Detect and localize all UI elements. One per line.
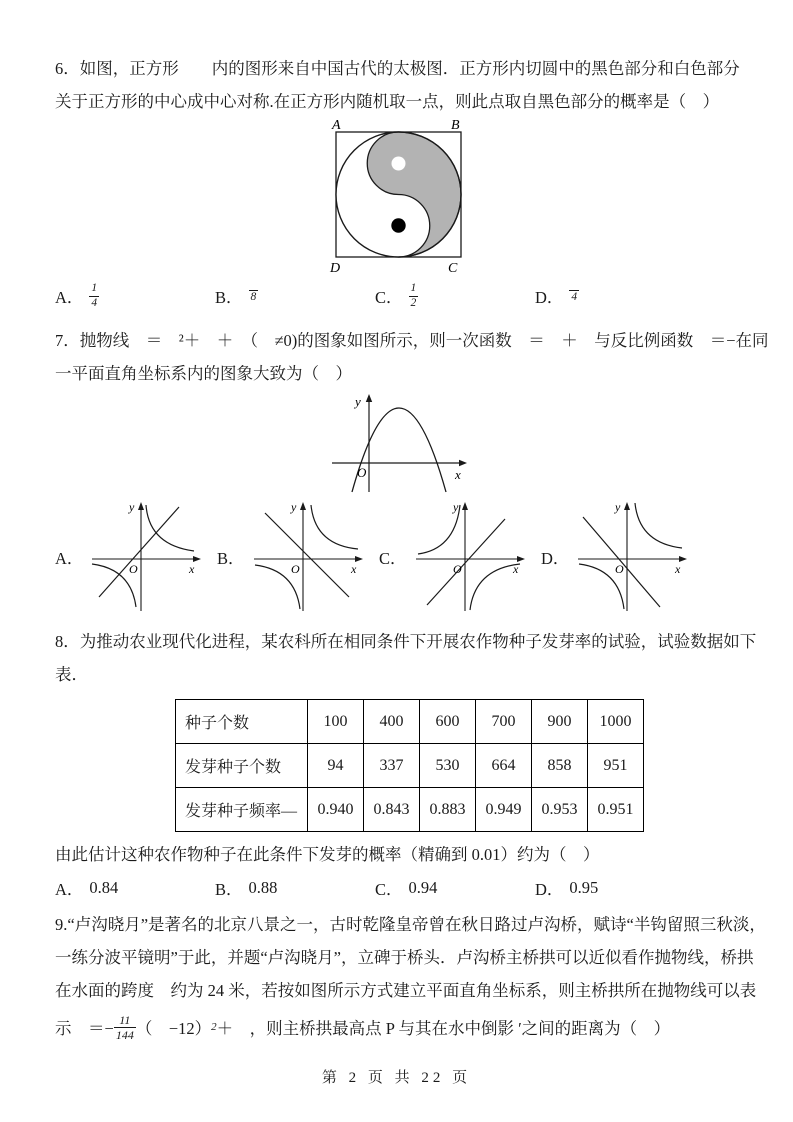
q8-option-b — [215, 876, 375, 900]
q7-figure-wrap — [55, 390, 743, 495]
corner-label-c: C — [448, 261, 458, 274]
table-cell: 530 — [420, 744, 476, 788]
q8-option-a — [55, 876, 215, 900]
hyperbola-q1-branch — [311, 505, 358, 549]
q8-option-a-letter: A． — [55, 879, 84, 899]
q9-formula-pre: 示 ＝− — [55, 1019, 114, 1038]
q9-line-2: 一练分波平镜明”于此，并题“卢沟晓月”，立碑于桥头．卢沟桥主桥拱可以近似看作抛物线，桥拱 — [55, 948, 754, 967]
q9-line-3: 在水面的跨度 约为 24 米，若按如图所示方式建立平面直角坐标系，则主桥拱所在抛物线可以表 — [55, 981, 757, 1000]
graph-c — [413, 497, 529, 617]
row-label: 发芽种子频率— — [176, 788, 308, 832]
x-axis-arrow — [459, 460, 467, 466]
table-cell: 700 — [476, 700, 532, 744]
table-cell: 400 — [364, 700, 420, 744]
x-axis-label: x — [455, 467, 461, 482]
graph-d — [575, 497, 691, 617]
q8-option-b-letter: B． — [215, 879, 243, 899]
table-cell: 0.951 — [588, 788, 644, 832]
hyperbola-q1-branch — [146, 505, 194, 551]
q6-option-d-letter: D． — [535, 288, 564, 307]
q6-option-b-letter: B． — [215, 288, 243, 307]
q8-option-b-value: 0.88 — [248, 877, 278, 897]
q6-option-c-letter: C． — [375, 288, 403, 307]
fraction-denominator: 4 — [571, 290, 578, 303]
table-cell: 858 — [532, 744, 588, 788]
q9-formula-fraction — [114, 1014, 136, 1041]
table-cell: 0.843 — [364, 788, 420, 832]
table-cell: 900 — [532, 700, 588, 744]
corner-label-d: D — [330, 261, 341, 274]
corner-label-b: B — [451, 118, 460, 133]
q6-option-a-fraction — [89, 283, 99, 309]
q6-option-d-fraction — [569, 289, 579, 304]
origin-label: O — [452, 562, 462, 576]
q6-option-c — [375, 283, 535, 309]
q7-option-a-letter: A． — [55, 549, 84, 568]
corner-label-a: A — [332, 118, 341, 133]
q6-option-c-fraction — [409, 283, 419, 309]
seed-data-table — [175, 699, 644, 832]
q8-option-c-value: 0.94 — [408, 877, 438, 897]
table-cell: 94 — [308, 744, 364, 788]
q7-options — [55, 497, 743, 617]
q6-option-d — [535, 284, 695, 308]
table-row-germinated-count — [176, 744, 644, 788]
q9-formula-line — [55, 1007, 743, 1047]
row-label: 发芽种子个数 — [176, 744, 308, 788]
q9-line-1: 9.“卢沟晓月”是著名的北京八景之一，古时乾隆皇帝曾在秋日路过卢沟桥，赋诗“半钩留照三秋淡， — [55, 915, 766, 934]
fraction-denominator: 144 — [115, 1027, 134, 1042]
q8-line-1: 8．为推动农业现代化进程，某农科所在相同条件下开展农作物种子发芽率的试验，试验数据如下 — [55, 632, 757, 651]
table-cell: 1000 — [588, 700, 644, 744]
y-axis-label: y — [355, 394, 361, 409]
q8-option-d — [535, 876, 695, 900]
q8-option-c — [375, 876, 535, 900]
table-cell: 0.953 — [532, 788, 588, 832]
page-footer: 第 2 页 共 22 页 — [321, 1070, 472, 1086]
origin-label: O — [357, 465, 367, 480]
x-axis-label: x — [512, 562, 518, 576]
graph-b — [251, 497, 367, 617]
taiji-black-dot — [391, 218, 405, 232]
table-row-germination-frequency — [176, 788, 644, 832]
line-increasing — [99, 507, 179, 597]
fraction-denominator: 2 — [410, 296, 417, 309]
y-axis-label: y — [129, 500, 135, 514]
fraction-numerator: 1 — [91, 282, 98, 294]
q8-after-table — [55, 838, 743, 871]
q7-option-c — [379, 497, 541, 617]
q9-formula-exponent: 2 — [211, 1021, 217, 1033]
q8-option-a-value: 0.84 — [89, 877, 119, 897]
taiji-white-dot — [392, 157, 406, 171]
q6-option-a-letter: A． — [55, 288, 84, 307]
q6-option-a — [55, 283, 215, 309]
q7-option-d — [541, 497, 703, 617]
hyperbola-q1-branch — [635, 503, 682, 548]
row-label: 种子个数 — [176, 700, 308, 744]
q6-option-b-fraction — [249, 289, 259, 304]
parabola-figure — [324, 390, 474, 495]
y-axis-arrow — [366, 394, 372, 402]
q7-line-1: 7．抛物线 ＝ ²＋ ＋ （ ≠0)的图象如图所示，则一次函数 ＝ ＋ 与反比例函数 ＝−在同 — [55, 331, 769, 350]
q7-option-d-letter: D． — [541, 549, 570, 568]
y-axis-label: y — [615, 500, 621, 514]
table-cell: 951 — [588, 744, 644, 788]
q7-option-a — [55, 497, 217, 617]
y-axis-arrow — [300, 502, 306, 510]
table-cell: 0.883 — [420, 788, 476, 832]
q7-option-c-letter: C． — [379, 549, 407, 568]
q6-line-2: 关于正方形的中心成中心对称.在正方形内随机取一点，则此点取自黑色部分的概率是（ ） — [55, 92, 720, 111]
question-7-text — [55, 324, 769, 390]
table-cell: 0.940 — [308, 788, 364, 832]
q6-option-b — [215, 284, 375, 308]
y-axis-arrow — [462, 502, 468, 510]
y-axis-label: y — [452, 500, 458, 514]
y-axis-arrow — [624, 502, 630, 510]
fraction-numerator: 1 — [410, 282, 417, 294]
x-axis-label: x — [189, 562, 195, 576]
q9-formula-post: ＋ ，则主桥拱最高点 P 与其在水中倒影 ′之间的距离为（ ） — [216, 1019, 671, 1038]
taiji-square-figure — [299, 118, 499, 274]
table-cell: 100 — [308, 700, 364, 744]
q7-option-b-letter: B． — [217, 549, 245, 568]
q7-option-b — [217, 497, 379, 617]
q6-figure-wrap — [55, 118, 743, 274]
x-axis-label: x — [350, 562, 356, 576]
question-9-text — [55, 908, 766, 1007]
q8-option-d-letter: D． — [535, 879, 564, 899]
q8-line-2: 表． — [55, 665, 88, 684]
q7-line-2: 一平面直角坐标系内的图象大致为（ ） — [55, 364, 352, 383]
y-axis-arrow — [138, 502, 144, 510]
table-cell: 337 — [364, 744, 420, 788]
origin-label: O — [129, 562, 139, 576]
table-cell: 0.949 — [476, 788, 532, 832]
table-cell: 664 — [476, 744, 532, 788]
question-8-text — [55, 625, 757, 691]
q9-formula-mid: （ −12） — [135, 1019, 212, 1038]
line-increasing — [427, 519, 505, 605]
fraction-denominator: 4 — [91, 296, 98, 309]
graph-a — [89, 497, 205, 617]
x-axis-label: x — [675, 562, 681, 576]
origin-label: O — [290, 562, 300, 576]
q6-options — [55, 278, 743, 314]
table-cell: 600 — [420, 700, 476, 744]
fraction-numerator: 11 — [119, 1012, 131, 1027]
origin-label: O — [615, 562, 625, 576]
q8-option-d-value: 0.95 — [569, 877, 599, 897]
line-decreasing — [265, 513, 349, 597]
fraction-denominator: 8 — [250, 290, 257, 303]
q8-conclusion-line: 由此估计这种农作物种子在此条件下发芽的概率（精确到 0.01）约为（ ） — [55, 845, 600, 864]
q8-options — [55, 871, 743, 904]
table-row-seed-count — [176, 700, 644, 744]
q6-line-1: 6．如图，正方形 内的图形来自中国古代的太极图．正方形内切圆中的黑色部分和白色部分 — [55, 59, 740, 78]
y-axis-label: y — [290, 500, 296, 514]
q8-option-c-letter: C． — [375, 879, 403, 899]
question-6-text — [55, 52, 743, 118]
